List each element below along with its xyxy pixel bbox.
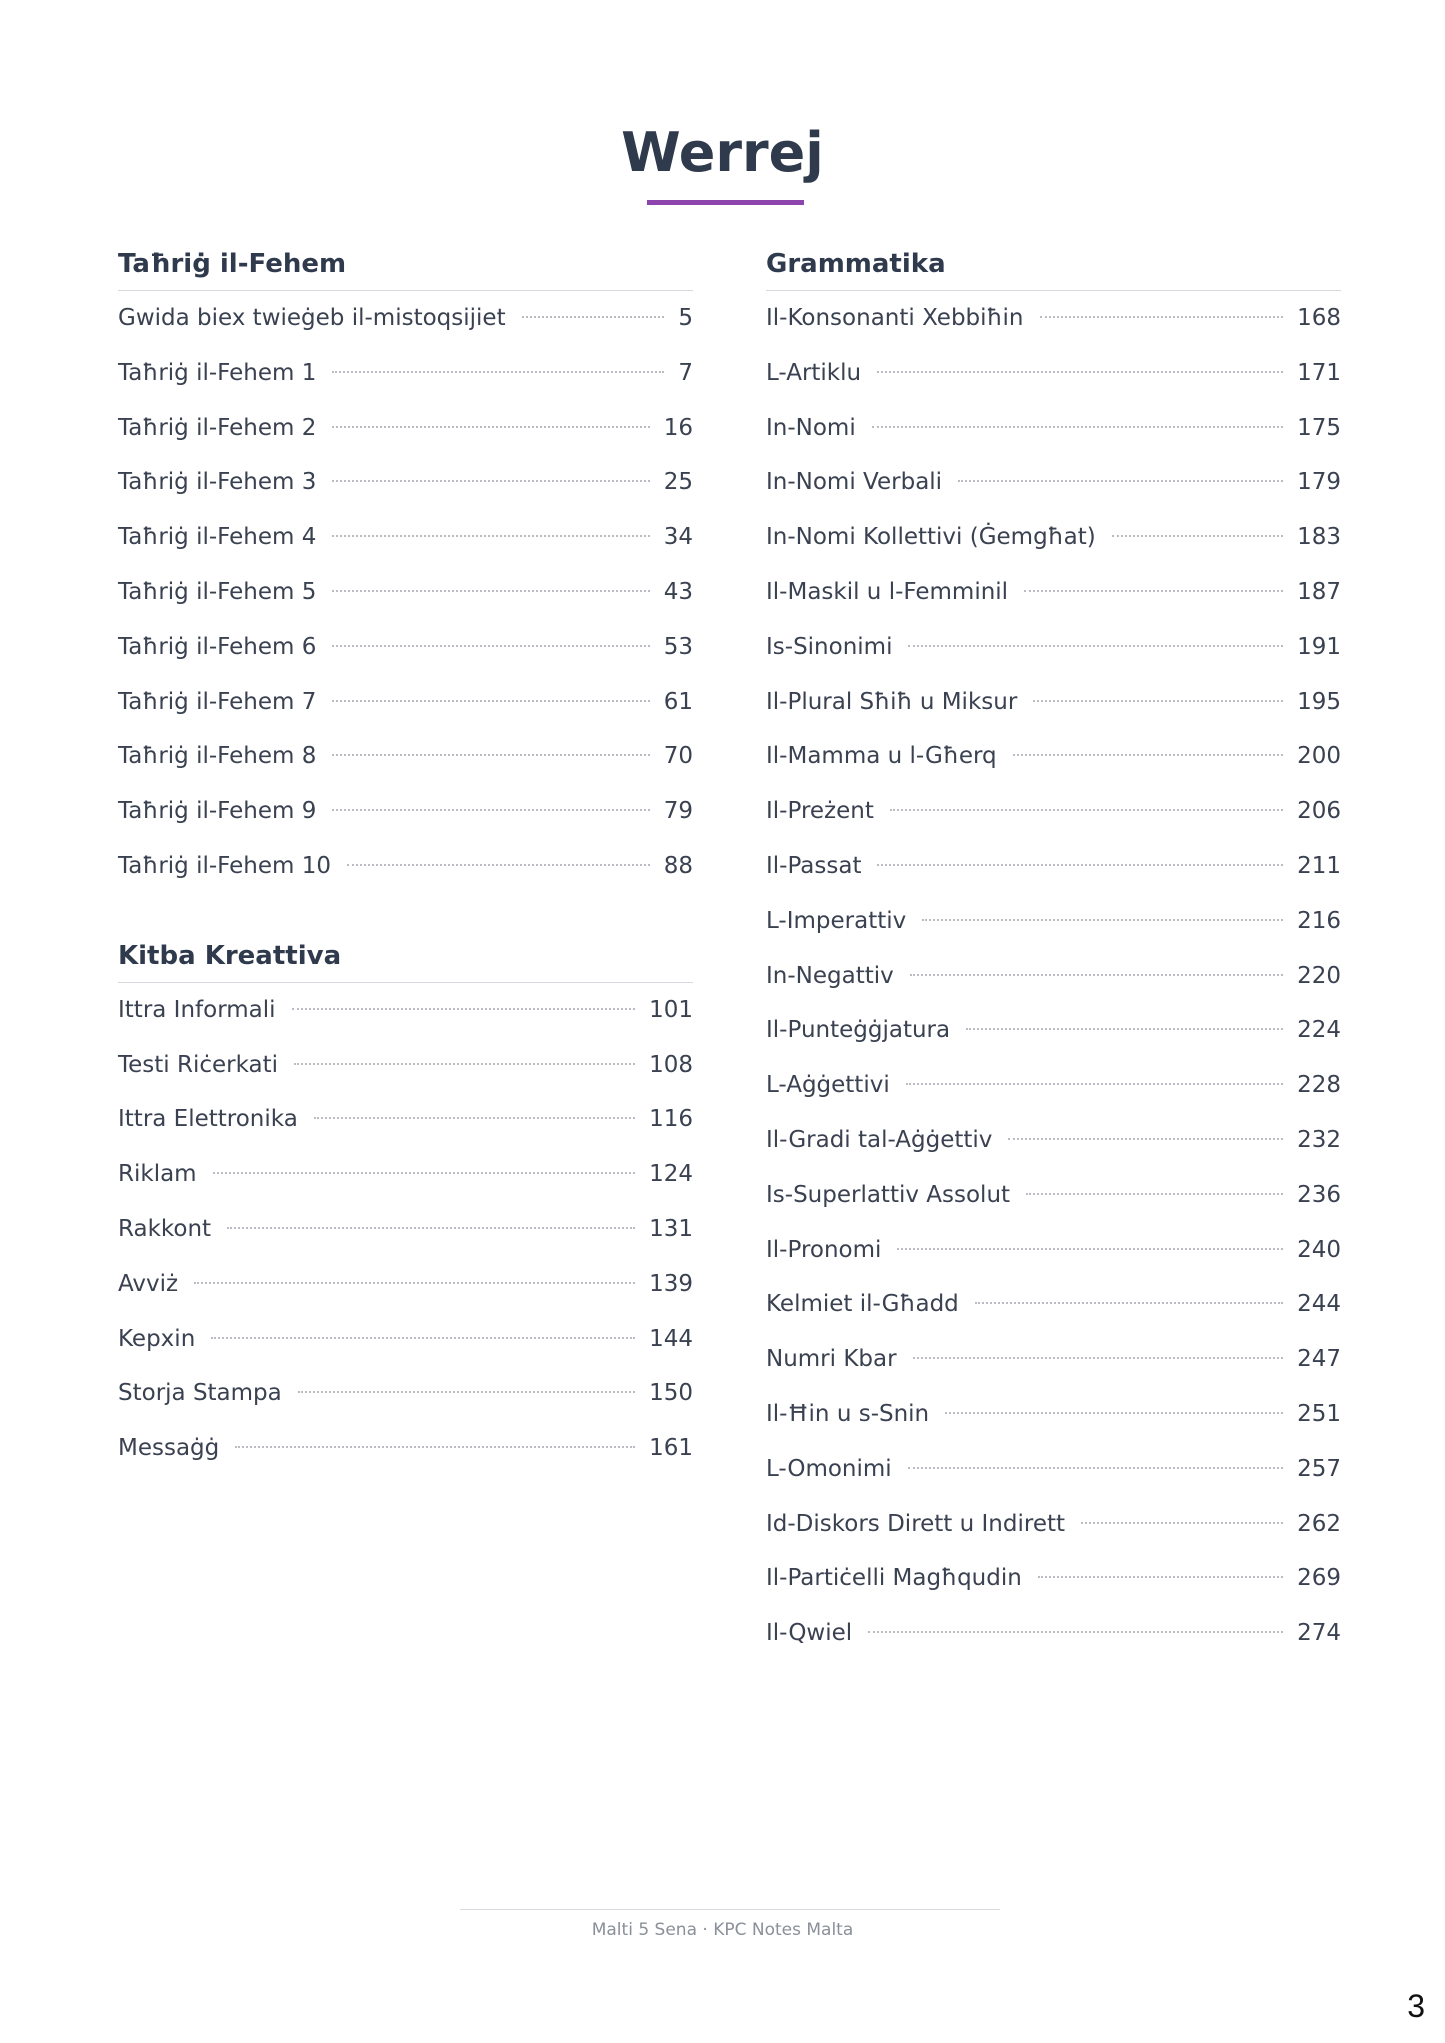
footer-divider [460, 1909, 1000, 1910]
toc-entry-page-number: 168 [1297, 305, 1341, 331]
toc-entry-page-number: 25 [663, 469, 693, 496]
toc-entry[interactable] [766, 949, 1341, 1004]
toc-entry-page-number: 195 [1297, 688, 1341, 715]
toc-entry-label: Id-Diskors Dirett u Indirett [766, 1510, 1066, 1537]
toc-entry-label: Il-Ħin u s-Snin [766, 1400, 930, 1427]
toc-entry-page-number: 150 [649, 1380, 693, 1407]
dot-leader [213, 1172, 636, 1174]
dot-leader [211, 1337, 635, 1339]
toc-entry[interactable] [766, 1332, 1341, 1387]
footer-text: Malti 5 Sena · KPC Notes Malta [591, 1920, 854, 1940]
toc-entry-label: Il-Mamma u l-Għerq [766, 743, 997, 770]
entry-list [118, 291, 693, 894]
toc-entry-label: Il-Gradi tal-Aġġettiv [766, 1126, 993, 1153]
dot-leader [910, 974, 1283, 976]
dot-leader [890, 809, 1283, 811]
toc-entry-label: Il-Passat [766, 852, 862, 879]
toc-section [118, 938, 693, 1476]
toc-entry-label: Is-Sinonimi [766, 633, 893, 660]
toc-entry-label: Il-Plural Sħiħ u Miksur [766, 688, 1018, 715]
dot-leader [347, 864, 650, 866]
toc-entry-page-number: 274 [1297, 1620, 1341, 1647]
toc-entry-label: Is-Superlattiv Assolut [766, 1181, 1011, 1208]
toc-entry-label: Kepxin [118, 1325, 196, 1352]
toc-entry-label: Taħriġ il-Fehem 8 [118, 743, 317, 770]
toc-entry-label: Taħriġ il-Fehem 2 [118, 414, 317, 441]
dot-leader [868, 1631, 1283, 1633]
dot-leader [1026, 1193, 1283, 1195]
toc-entry-page-number: 232 [1297, 1126, 1341, 1153]
toc-entry-page-number: 247 [1297, 1346, 1341, 1373]
toc-entry-page-number: 236 [1297, 1181, 1341, 1208]
toc-entry[interactable] [766, 1442, 1341, 1497]
toc-entry-page-number: 206 [1297, 798, 1341, 825]
toc-entry-label: In-Negattiv [766, 962, 894, 989]
toc-entry-page-number: 240 [1297, 1236, 1341, 1263]
dot-leader [1008, 1138, 1283, 1140]
toc-entry[interactable] [118, 1257, 693, 1312]
dot-leader [877, 864, 1283, 866]
toc-entry[interactable] [766, 1277, 1341, 1332]
toc-entry[interactable] [118, 401, 693, 456]
toc-entry[interactable] [766, 291, 1341, 346]
toc-entry-label: Il-Partiċelli Magħqudin [766, 1565, 1022, 1592]
toc-entry[interactable] [766, 1387, 1341, 1442]
toc-entry-label: Il-Qwiel [766, 1620, 853, 1647]
toc-entry[interactable] [118, 983, 693, 1038]
dot-leader [332, 754, 649, 756]
toc-entry-label: Taħriġ il-Fehem 7 [118, 688, 317, 715]
toc-section [766, 246, 1341, 1661]
dot-leader [332, 426, 649, 428]
toc-entry-label: Taħriġ il-Fehem 9 [118, 798, 317, 825]
toc-entry[interactable] [118, 729, 693, 784]
toc-entry-page-number: 124 [649, 1161, 693, 1188]
toc-entry-page-number: 211 [1297, 852, 1341, 879]
toc-entry-page-number: 161 [649, 1435, 693, 1462]
toc-entry-label: Testi Riċerkati [118, 1051, 279, 1078]
toc-entry-page-number: 116 [649, 1106, 693, 1133]
toc-entry-page-number: 16 [663, 414, 693, 441]
dot-leader [227, 1227, 635, 1229]
dot-leader [1040, 316, 1284, 318]
toc-entry-page-number: 244 [1297, 1291, 1341, 1318]
toc-entry-page-number: 228 [1297, 1072, 1341, 1099]
toc-entry[interactable] [118, 565, 693, 620]
toc-entry-page-number: 131 [649, 1215, 693, 1242]
toc-entry-label: Ittra Elettronika [118, 1106, 298, 1133]
dot-leader [1013, 754, 1283, 756]
dot-leader [194, 1282, 635, 1284]
toc-entry-label: L-Imperattiv [766, 907, 907, 934]
toc-entry-label: Rakkont [118, 1215, 212, 1242]
toc-entry-page-number: 139 [649, 1270, 693, 1297]
dot-leader [908, 645, 1283, 647]
section-heading: Kitba Kreattiva [118, 938, 693, 983]
toc-entry[interactable] [118, 291, 693, 346]
toc-entry[interactable] [766, 401, 1341, 456]
toc-entry-label: Ittra Informali [118, 996, 276, 1023]
toc-entry[interactable] [766, 565, 1341, 620]
dot-leader [1033, 700, 1283, 702]
toc-entry-label: Avviż [118, 1270, 179, 1297]
toc-entry-label: Taħriġ il-Fehem 4 [118, 524, 317, 551]
toc-entry-page-number: 257 [1297, 1455, 1341, 1482]
toc-entry-page-number: 101 [649, 996, 693, 1023]
toc-entry[interactable] [766, 346, 1341, 401]
toc-entry-page-number: 88 [663, 852, 693, 879]
toc-entry-label: Taħriġ il-Fehem 10 [118, 852, 331, 879]
section-heading: Grammatika [766, 246, 1341, 291]
toc-entry-page-number: 70 [663, 743, 693, 770]
toc-entry-label: L-Artiklu [766, 359, 862, 386]
toc-entry-page-number: 53 [663, 633, 693, 660]
toc-entry[interactable] [118, 620, 693, 675]
toc-entry[interactable] [118, 675, 693, 730]
toc-entry-page-number: 144 [649, 1325, 693, 1352]
toc-entry[interactable] [766, 1551, 1341, 1606]
toc-entry-label: Riklam [118, 1161, 197, 1188]
toc-entry[interactable] [118, 1202, 693, 1257]
dot-leader [913, 1357, 1284, 1359]
toc-entry-label: Taħriġ il-Fehem 3 [118, 469, 317, 496]
toc-entry-page-number: 224 [1297, 1017, 1341, 1044]
toc-entry[interactable] [766, 894, 1341, 949]
toc-entry[interactable] [118, 346, 693, 401]
toc-entry-page-number: 183 [1297, 524, 1341, 551]
title-underline [647, 200, 804, 205]
toc-entry-page-number: 171 [1297, 359, 1341, 386]
dot-leader [1081, 1522, 1283, 1524]
toc-entry-label: L-Omonimi [766, 1455, 892, 1482]
dot-leader [906, 1083, 1283, 1085]
toc-entry[interactable] [766, 1223, 1341, 1278]
toc-entry-label: Numri Kbar [766, 1346, 897, 1373]
toc-entry-label: In-Nomi Verbali [766, 469, 943, 496]
dot-leader [975, 1302, 1283, 1304]
toc-entry-page-number: 216 [1297, 907, 1341, 934]
toc-entry-label: Il-Pronomi [766, 1236, 882, 1263]
dot-leader [897, 1248, 1283, 1250]
dot-leader [292, 1008, 636, 1010]
toc-entry-label: Taħriġ il-Fehem 5 [118, 578, 317, 605]
toc-entry-page-number: 7 [678, 359, 693, 386]
toc-entry-page-number: 43 [663, 578, 693, 605]
toc-entry[interactable] [766, 839, 1341, 894]
dot-leader [922, 919, 1283, 921]
toc-entry-label: L-Aġġettivi [766, 1072, 890, 1099]
section-heading: Taħriġ il-Fehem [118, 246, 693, 291]
toc-entry[interactable] [766, 1058, 1341, 1113]
toc-entry[interactable] [766, 510, 1341, 565]
toc-entry-page-number: 5 [678, 305, 693, 331]
toc-entry-label: Storja Stampa [118, 1380, 282, 1407]
toc-entry[interactable] [766, 455, 1341, 510]
dot-leader [1038, 1576, 1283, 1578]
toc-entry-label: Kelmiet il-Għadd [766, 1291, 959, 1318]
toc-entry-page-number: 79 [663, 798, 693, 825]
dot-leader [522, 316, 665, 318]
toc-entry[interactable] [118, 784, 693, 839]
dot-leader [235, 1446, 635, 1448]
toc-entry[interactable] [766, 1606, 1341, 1661]
page-title: Werrej [621, 121, 824, 184]
toc-entry[interactable] [118, 1147, 693, 1202]
toc-entry-label: Taħriġ il-Fehem 1 [118, 359, 317, 386]
toc-entry[interactable] [118, 1312, 693, 1367]
toc-entry-page-number: 34 [663, 524, 693, 551]
toc-entry[interactable] [766, 1003, 1341, 1058]
toc-entry[interactable] [766, 784, 1341, 839]
dot-leader [958, 480, 1283, 482]
toc-entry[interactable] [766, 1497, 1341, 1552]
toc-entry[interactable] [766, 1168, 1341, 1223]
dot-leader [966, 1028, 1283, 1030]
toc-right-column [766, 246, 1341, 1661]
toc-entry-page-number: 262 [1297, 1510, 1341, 1537]
dot-leader [314, 1117, 635, 1119]
dot-leader [332, 480, 649, 482]
toc-entry-label: Il-Preżent [766, 798, 874, 825]
toc-entry-label: In-Nomi [766, 414, 856, 441]
toc-section [118, 246, 693, 894]
toc-entry-label: Il-Konsonanti Xebbiħin [766, 305, 1024, 331]
toc-entry-label: Taħriġ il-Fehem 6 [118, 633, 317, 660]
toc-entry-page-number: 61 [663, 688, 693, 715]
dot-leader [332, 645, 649, 647]
dot-leader [332, 809, 649, 811]
dot-leader [945, 1412, 1283, 1414]
toc-left-column [118, 246, 693, 1476]
toc-entry[interactable] [766, 675, 1341, 730]
toc-entry-label: In-Nomi Kollettivi (Ġemgħat) [766, 524, 1096, 551]
toc-entry-page-number: 179 [1297, 469, 1341, 496]
toc-entry-page-number: 251 [1297, 1400, 1341, 1427]
dot-leader [332, 700, 649, 702]
toc-entry-page-number: 200 [1297, 743, 1341, 770]
dot-leader [298, 1391, 635, 1393]
toc-entry-page-number: 191 [1297, 633, 1341, 660]
toc-entry-label: Il-Punteġġjatura [766, 1017, 951, 1044]
toc-entry-page-number: 108 [649, 1051, 693, 1078]
toc-entry-label: Il-Maskil u l-Femminil [766, 578, 1009, 605]
toc-entry-page-number: 220 [1297, 962, 1341, 989]
toc-entry-page-number: 187 [1297, 578, 1341, 605]
toc-entry[interactable] [118, 839, 693, 894]
dot-leader [908, 1467, 1283, 1469]
toc-entry[interactable] [118, 510, 693, 565]
toc-entry[interactable] [766, 620, 1341, 675]
toc-entry[interactable] [118, 1092, 693, 1147]
toc-entry[interactable] [118, 1421, 693, 1476]
dot-leader [1024, 590, 1283, 592]
dot-leader [332, 371, 664, 373]
dot-leader [877, 371, 1283, 373]
dot-leader [332, 590, 649, 592]
toc-entry-label: Gwida biex twieġeb il-mistoqsijiet [118, 305, 506, 331]
dot-leader [872, 426, 1283, 428]
dot-leader [294, 1063, 635, 1065]
dot-leader [1112, 535, 1283, 537]
toc-entry-label: Messaġġ [118, 1435, 220, 1462]
entry-list [766, 291, 1341, 1661]
toc-entry[interactable] [766, 1113, 1341, 1168]
toc-entry[interactable] [118, 1366, 693, 1421]
entry-list [118, 983, 693, 1476]
toc-entry[interactable] [118, 455, 693, 510]
toc-entry[interactable] [118, 1038, 693, 1093]
toc-entry-page-number: 175 [1297, 414, 1341, 441]
toc-entry[interactable] [766, 729, 1341, 784]
toc-entry-page-number: 269 [1297, 1565, 1341, 1592]
page-number: 3 [1407, 1988, 1425, 2024]
dot-leader [332, 535, 649, 537]
